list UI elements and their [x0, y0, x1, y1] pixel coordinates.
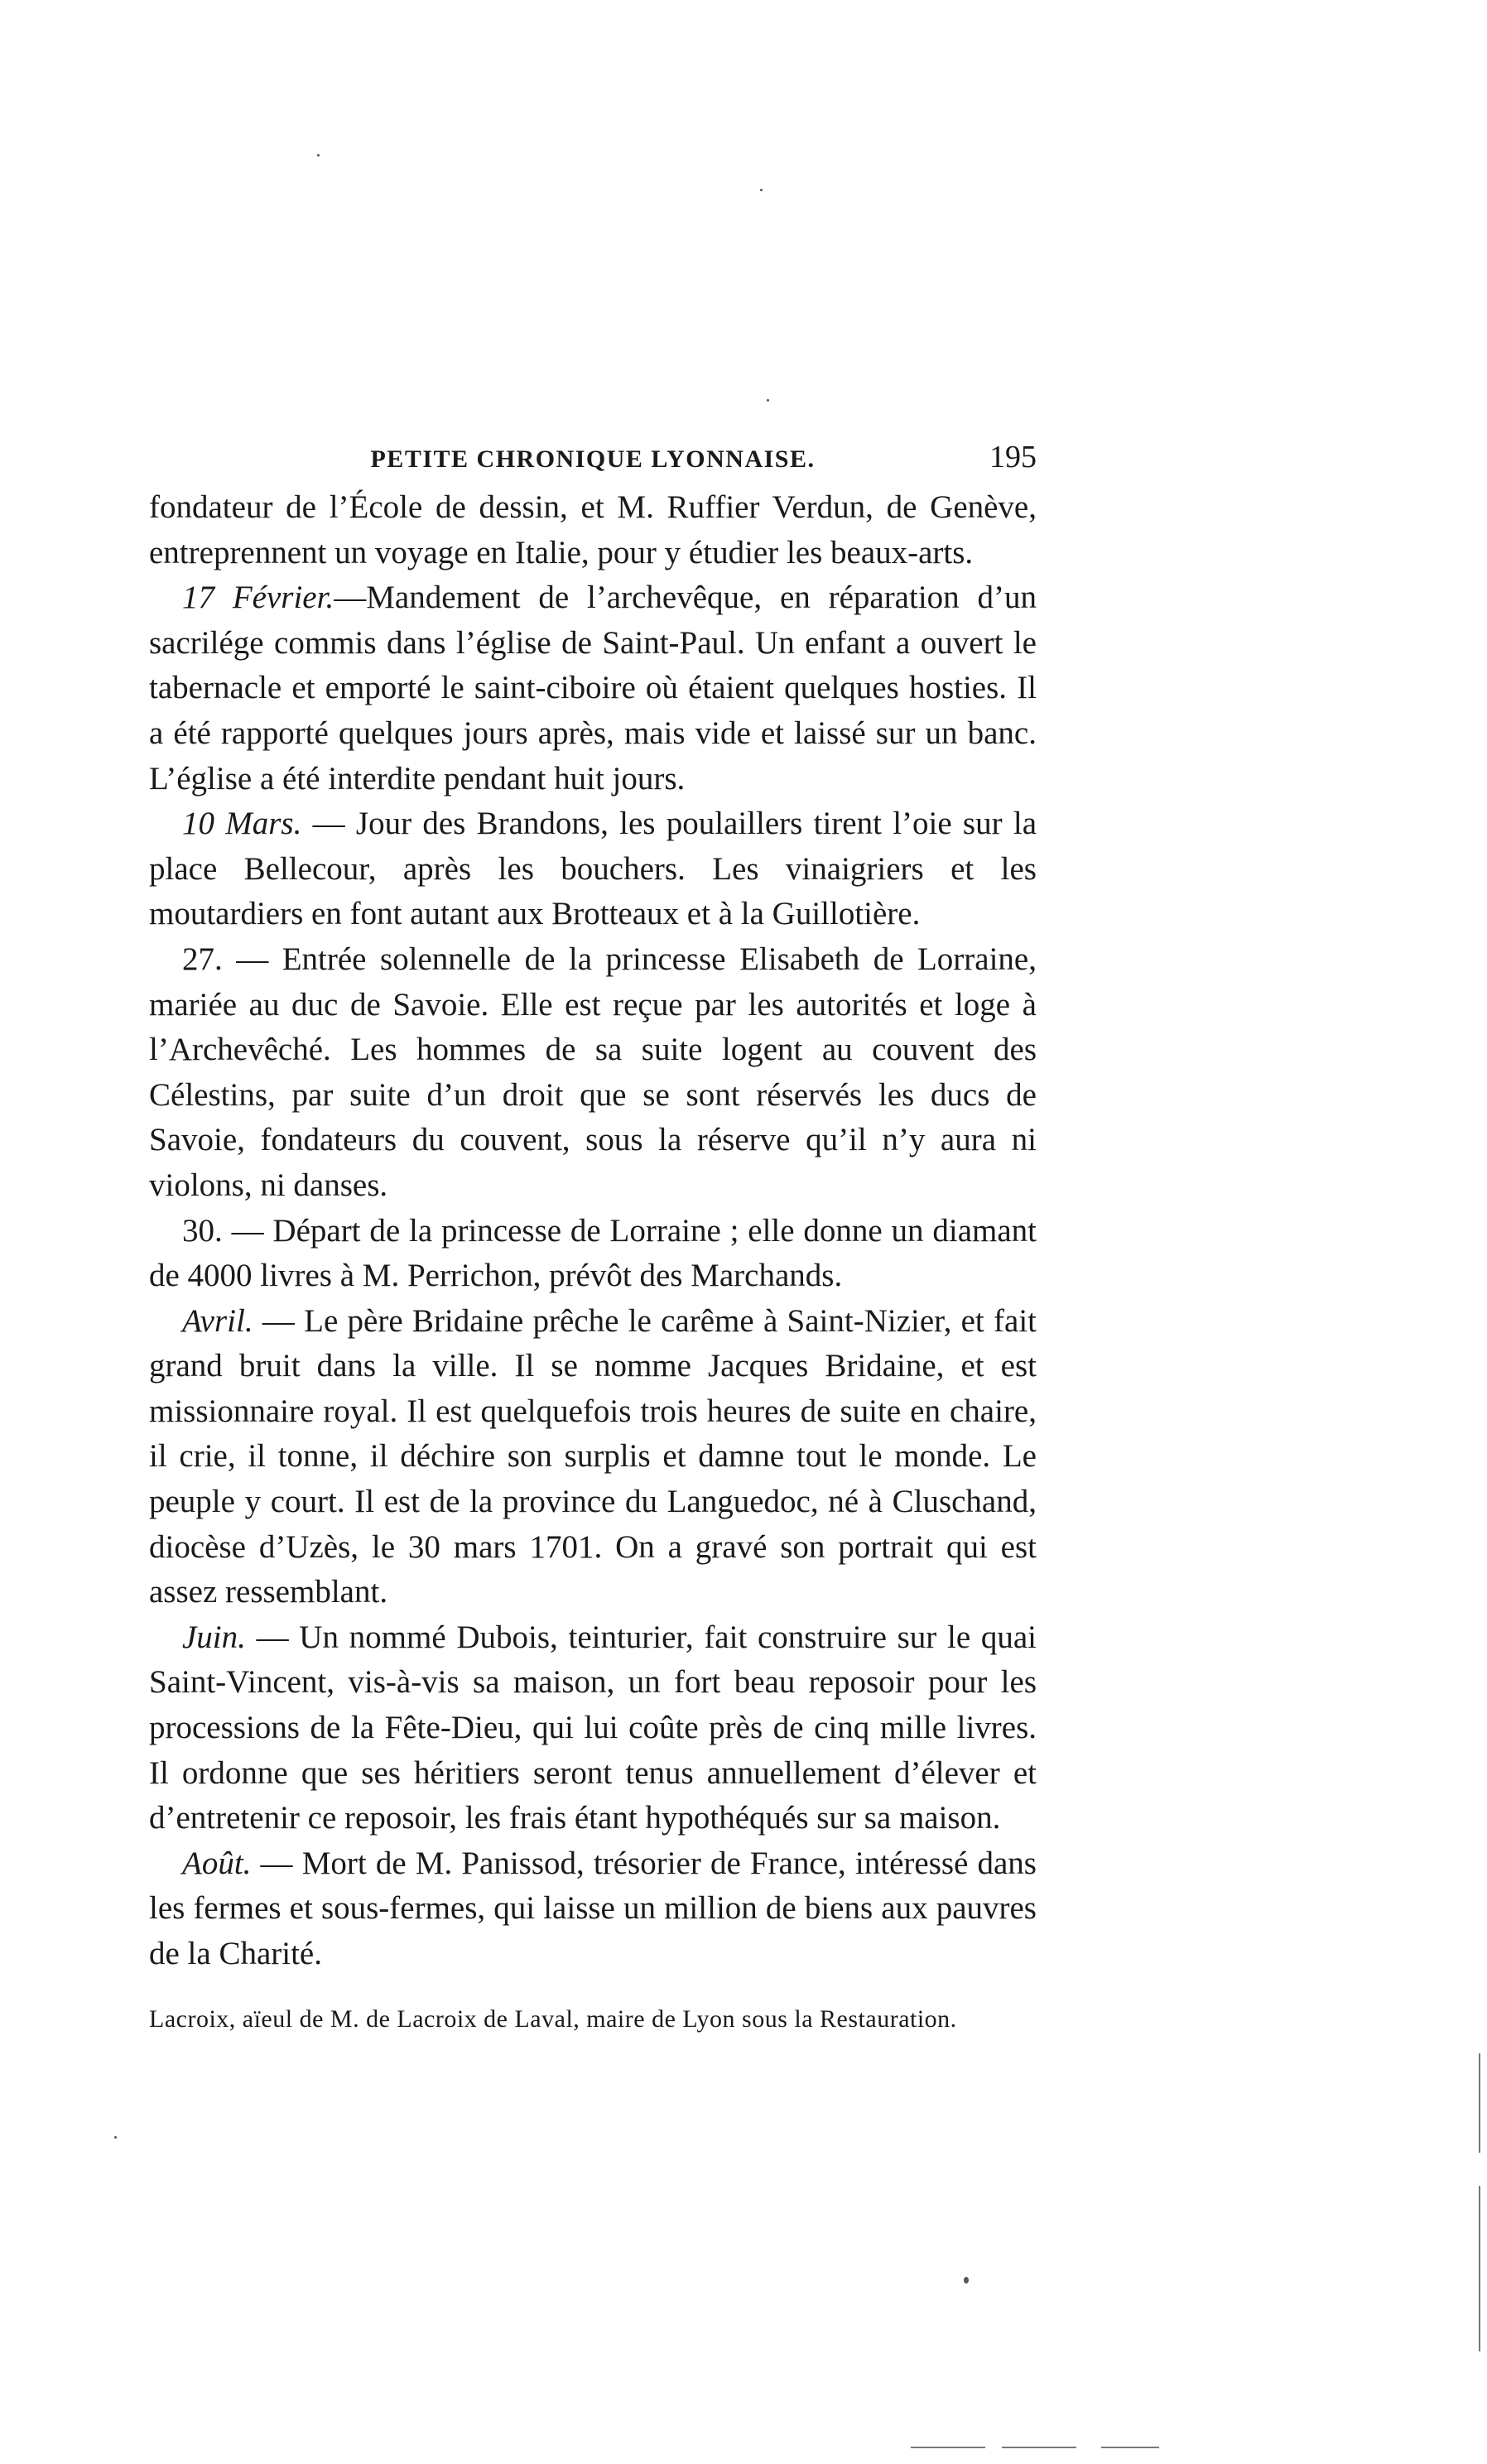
- paragraph-text: — Mort de M. Panissod, trésorier de France, intéressé dans les fermes et sous-fermes, qui laisse un million de biens aux pauvres de la Charité.: [149, 1845, 1037, 1971]
- scan-speck: [317, 154, 320, 156]
- paragraph-text: — Un nommé Dubois, teinturier, fait construire sur le quai Saint-Vincent, vis-à-vis sa maison, un fort beau reposoir pour les processions de la Fête-Dieu, qui lui coûte près de cinq mille livres. Il ordonne que ses héritiers seront tenus annuellement d’élever et d’entretenir ce reposoir, les frais étant hypothéqués sur sa maison.: [149, 1619, 1037, 1836]
- paragraph-text: fondateur de l’École de dessin, et M. Ruffier Verdun, de Genève, entreprennent un voyage en Italie, pour y étudier les beaux-arts.: [149, 489, 1037, 570]
- paragraph-aout: [149, 1841, 1037, 1977]
- paragraph-avril: [149, 1299, 1037, 1615]
- paragraph-27: [149, 937, 1037, 1209]
- paragraph-30: [149, 1209, 1037, 1299]
- scan-edge-mark: [1479, 2186, 1480, 2351]
- scan-edge-mark: [1002, 2447, 1076, 2448]
- scan-speck: [114, 2136, 117, 2139]
- scan-speck: [964, 2277, 969, 2284]
- page-header: [149, 439, 1037, 479]
- page-number: 195: [989, 440, 1037, 474]
- paragraph-text: 27. — Entrée solennelle de la princesse Elisabeth de Lorraine, mariée au duc de Savoie. Elle est reçue par les autorités et loge à l’Archevêché. Les hommes de sa suite logent au couvent des Célestins, par suite d’un droit que se sont réservés les ducs de Savoie, fondateurs du couvent, sous la réserve qu’il n’y aura ni violons, ni danses.: [149, 941, 1037, 1203]
- paragraph-text: — Jour des Brandons, les poulaillers tirent l’oie sur la place Bellecour, après les bouchers. Les vinaigriers et les moutardiers en font autant aux Brotteaux et à la Guillotière.: [149, 806, 1037, 932]
- scan-edge-mark: [1479, 2053, 1480, 2153]
- footnote: Lacroix, aïeul de M. de Lacroix de Laval, maire de Lyon sous la Restauration.: [149, 2005, 957, 2033]
- scan-edge-mark: [1101, 2447, 1159, 2448]
- scan-speck: [760, 189, 763, 191]
- paragraph-continuation: [149, 485, 1037, 575]
- paragraph-date-label: Avril.: [182, 1302, 253, 1339]
- scan-edge-mark: [911, 2447, 985, 2448]
- paragraph-17-fevrier: [149, 575, 1037, 801]
- paragraph-date-label: Août.: [182, 1845, 252, 1881]
- paragraph-date-label: 17 Février.: [182, 580, 334, 616]
- paragraph-text: — Le père Bridaine prêche le carême à Saint-Nizier, et fait grand bruit dans la ville. Il se nomme Jacques Bridaine, et est missionnaire royal. Il est quelquefois trois heures de suite en chaire, il crie, il tonne, il déchire son surplis et damne tout le monde. Le peuple y court. Il est de la province du Languedoc, né à Cluschand, diocèse d’Uzès, le 30 mars 1701. On a gravé son portrait qui est assez ressemblant.: [149, 1302, 1037, 1610]
- paragraph-text: 30. — Départ de la princesse de Lorraine ; elle donne un diamant de 4000 livres à M. Perrichon, prévôt des Marchands.: [149, 1212, 1037, 1294]
- scan-speck: [767, 399, 769, 402]
- body-text: [149, 485, 1037, 1977]
- paragraph-juin: [149, 1615, 1037, 1841]
- paragraph-date-label: 10 Mars.: [182, 806, 302, 842]
- paragraph-10-mars: [149, 801, 1037, 937]
- paragraph-date-label: Juin.: [182, 1619, 246, 1655]
- paragraph-text: —Mandement de l’archevêque, en réparation d’un sacrilége commis dans l’église de Saint-Paul. Un enfant a ouvert le tabernacle et emporté le saint-ciboire où étaient quelques hosties. Il a été rapporté quelques jours après, mais vide et laissé sur un banc. L’église a été interdite pendant huit jours.: [149, 580, 1037, 796]
- running-head: PETITE CHRONIQUE LYONNAISE.: [370, 445, 816, 473]
